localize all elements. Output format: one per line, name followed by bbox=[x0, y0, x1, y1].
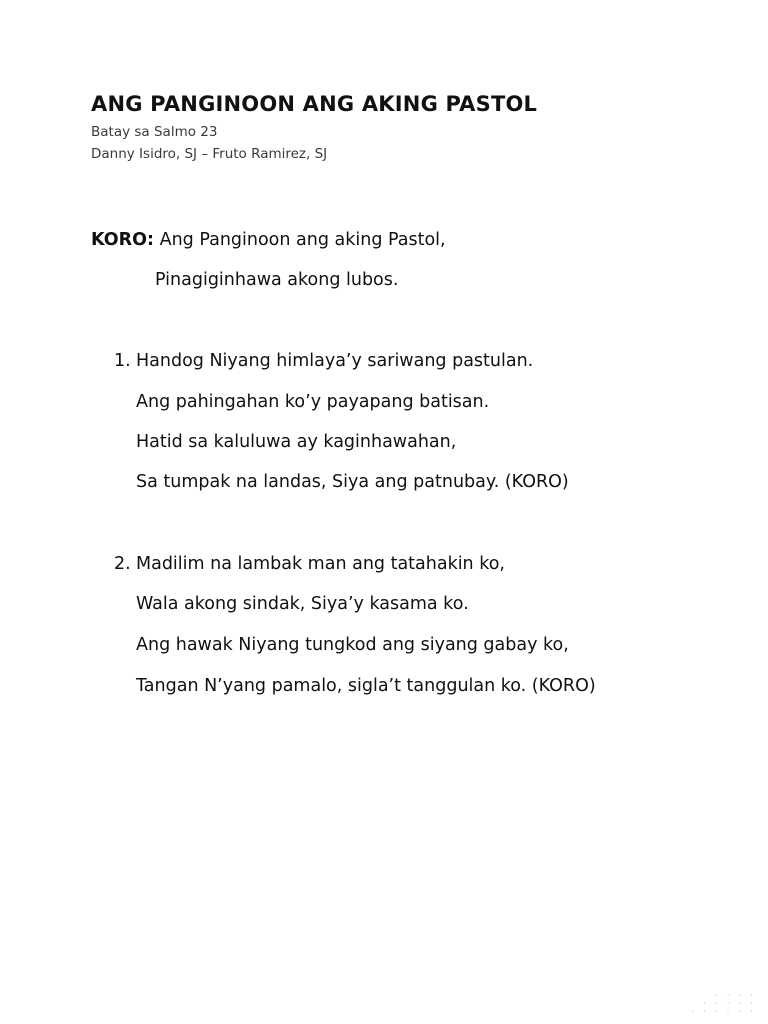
verse-1-line-3: Hatid sa kaluluwa ay kaginhawahan, bbox=[136, 432, 457, 452]
page-corner-dots: · · · · · · · · · · · · · · · bbox=[691, 991, 756, 1017]
verse-1-number: 1. bbox=[114, 351, 131, 371]
verse-1-line-1: Handog Niyang himlaya’y sariwang pastulan. bbox=[136, 351, 534, 371]
verse-2-line-2: Wala akong sindak, Siya’y kasama ko. bbox=[136, 594, 469, 614]
chorus-text-1: Ang Panginoon ang aking Pastol, bbox=[159, 230, 446, 250]
verse-2-number: 2. bbox=[114, 554, 131, 574]
song-authors: Danny Isidro, SJ – Fruto Ramirez, SJ bbox=[91, 146, 328, 162]
song-basis: Batay sa Salmo 23 bbox=[91, 124, 218, 140]
verse-2-line-1: Madilim na lambak man ang tatahakin ko, bbox=[136, 554, 505, 574]
chorus-line-2: Pinagiginhawa akong lubos. bbox=[155, 270, 399, 290]
verse-1-line-2: Ang pahingahan ko’y payapang batisan. bbox=[136, 392, 490, 412]
verse-2-line-4: Tangan N’yang pamalo, sigla’t tanggulan ko. (KORO) bbox=[136, 676, 596, 696]
chorus-label: KORO: bbox=[91, 230, 155, 250]
song-title: ANG PANGINOON ANG AKING PASTOL bbox=[91, 92, 538, 116]
chorus-line-1 bbox=[91, 230, 446, 250]
verse-1-line-4: Sa tumpak na landas, Siya ang patnubay. (KORO) bbox=[136, 472, 569, 492]
verse-2-line-3: Ang hawak Niyang tungkod ang siyang gabay ko, bbox=[136, 635, 569, 655]
